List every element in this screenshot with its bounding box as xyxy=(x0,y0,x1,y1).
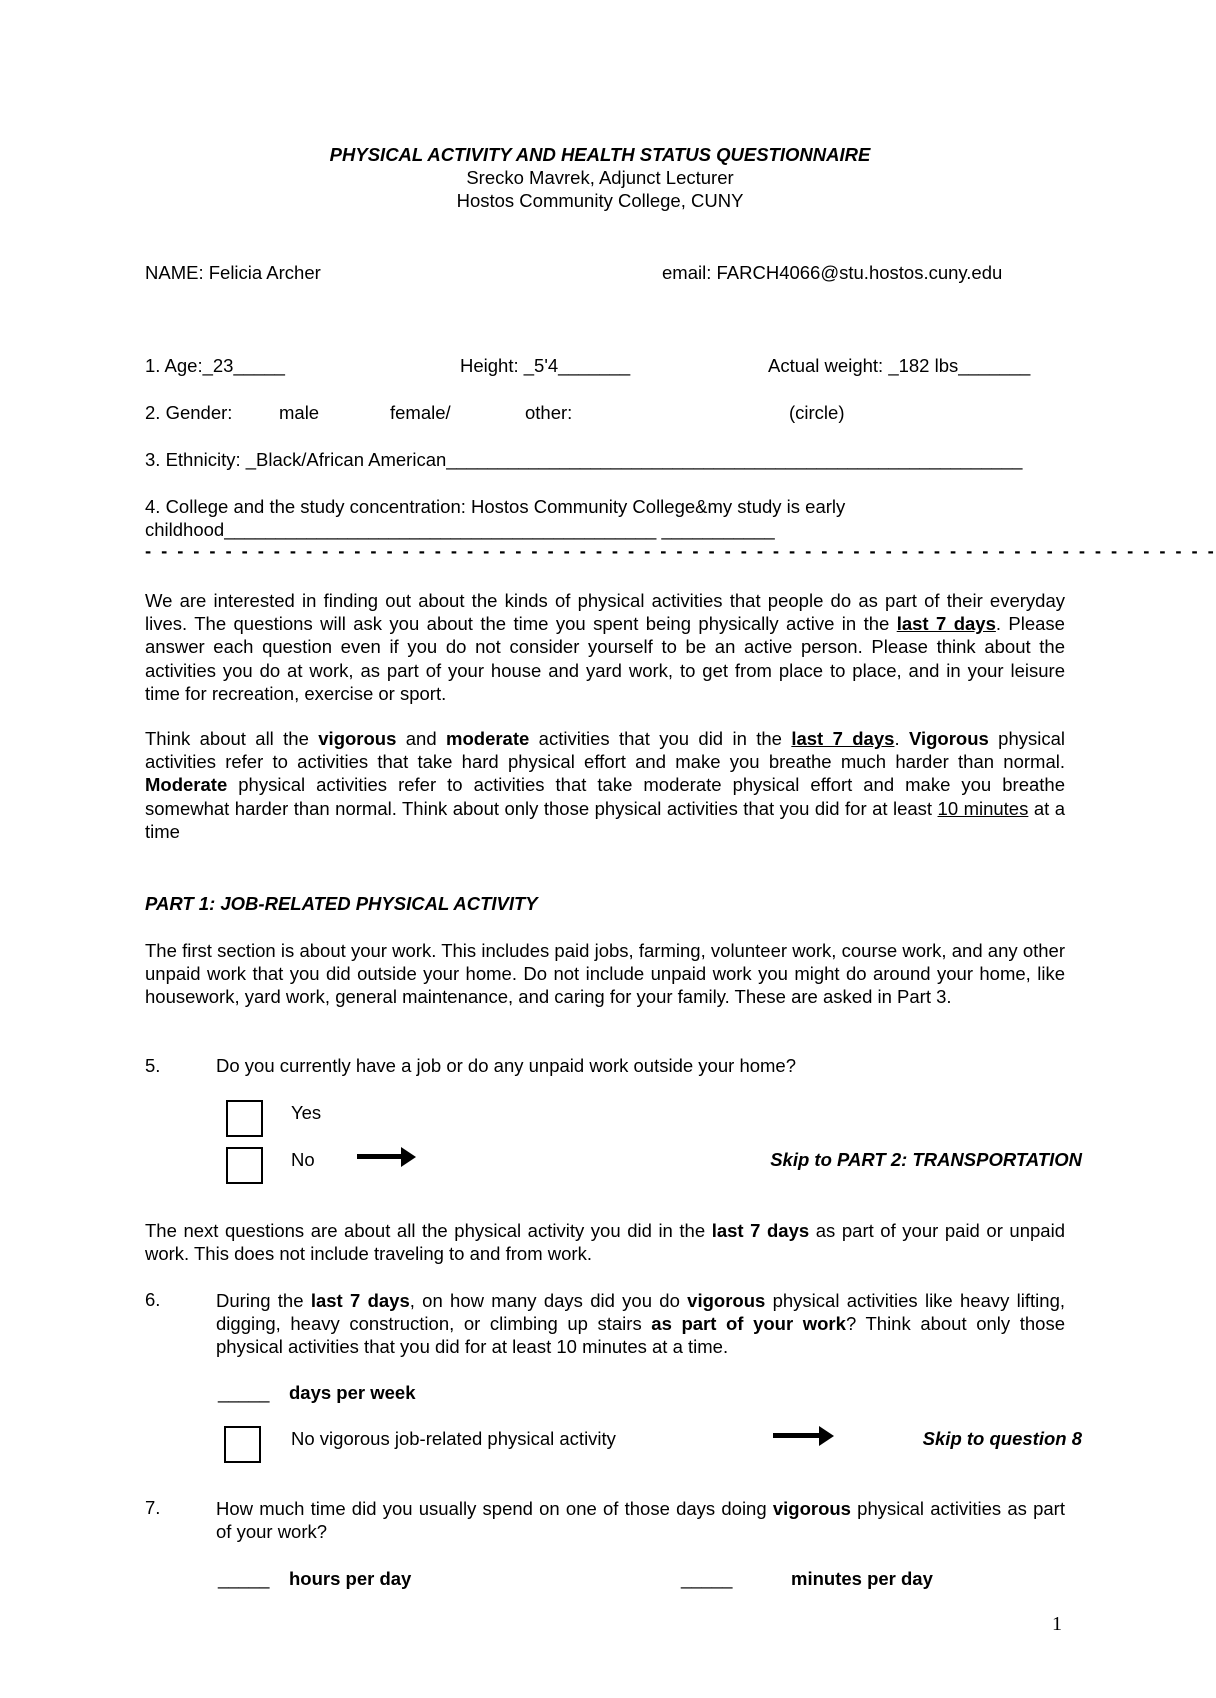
name-field: NAME: Felicia Archer xyxy=(145,262,321,283)
author-line: Srecko Mavrek, Adjunct Lecturer xyxy=(466,167,734,188)
q5-yes-label: Yes xyxy=(291,1102,322,1123)
email-field: email: FARCH4066@stu.hostos.cuny.edu xyxy=(662,262,1003,283)
q6-days-unit: days per week xyxy=(289,1382,416,1403)
q7-number: 7. xyxy=(145,1497,161,1518)
q7-minutes-blank[interactable]: _____ xyxy=(681,1568,733,1589)
gender-hint: (circle) xyxy=(789,402,845,423)
gender-option-male: male xyxy=(279,402,320,423)
ethnicity-field: 3. Ethnicity: _Black/African American________________________________________________________ xyxy=(145,449,1023,470)
q5-skip-instruction: Skip to PART 2: TRANSPORTATION xyxy=(770,1149,1082,1170)
college-field-line1: 4. College and the study concentration: Hostos Community College&my study is early xyxy=(145,496,846,517)
q5-no-label: No xyxy=(291,1149,315,1170)
height-field: Height: _5'4_______ xyxy=(460,355,631,376)
q6-number: 6. xyxy=(145,1289,161,1310)
dashed-divider: - - - - - - - - - - - - - - - - - - - - - - - - - - - - - - - - - - - - - - - - - - - - - - - - - - - - - - - - - - - - - - - - - - - xyxy=(145,540,1216,561)
q6-days-blank[interactable]: _____ xyxy=(218,1382,270,1403)
page-number: 1 xyxy=(1052,1613,1062,1635)
age-field: 1. Age:_23_____ xyxy=(145,355,285,376)
college-field-line2: childhood__________________________________________ ___________ xyxy=(145,519,775,540)
gender-option-other: other: xyxy=(525,402,573,423)
intro-paragraph: We are interested in finding out about the kinds of physical activities that people do as part of their everyday lives. The questions will ask you about the time you spent being physically active in the last 7 days. Please answer each question even if you do not consider yourself to be an active person. Please think about the activities you do at work, as part of your house and yard work, to get from place to place, and in your leisure time for recreation, exercise or sport. xyxy=(145,590,1065,704)
q7-hours-blank[interactable]: _____ xyxy=(218,1568,270,1589)
gender-label: 2. Gender: xyxy=(145,402,233,423)
weight-field: Actual weight: _182 lbs_______ xyxy=(768,355,1031,376)
intro-definitions-paragraph: Think about all the vigorous and moderate activities that you did in the last 7 days. Vigorous physical activities refer to activities that take hard physical effort and make you breathe much harder than normal. Moderate physical activities refer to activities that take moderate physical effort and make you breathe somewhat harder than normal. Think about only those physical activities that you did for at least 10 minutes at a time xyxy=(145,728,1066,842)
document-title: PHYSICAL ACTIVITY AND HEALTH STATUS QUESTIONNAIRE xyxy=(329,144,871,165)
institution-line: Hostos Community College, CUNY xyxy=(456,190,744,211)
q5-question: Do you currently have a job or do any unpaid work outside your home? xyxy=(216,1055,797,1076)
q6-none-checkbox[interactable] xyxy=(224,1426,261,1463)
q5-no-checkbox[interactable] xyxy=(226,1147,263,1184)
q5-number: 5. xyxy=(145,1055,161,1076)
right-arrow-icon xyxy=(773,1429,835,1443)
q6-question: During the last 7 days, on how many days did you do vigorous physical activities like heavy lifting, digging, heavy construction, or climbing up stairs as part of your work? Think about only those physical activities that you did for at least 10 minutes at a time. xyxy=(216,1290,1065,1358)
work-questions-intro: The next questions are about all the physical activity you did in the last 7 days as part of your paid or unpaid work. This does not include traveling to and from work. xyxy=(145,1220,1065,1265)
q7-minutes-unit: minutes per day xyxy=(791,1568,933,1589)
gender-option-female: female/ xyxy=(390,402,451,423)
q5-yes-checkbox[interactable] xyxy=(226,1100,263,1137)
q7-hours-unit: hours per day xyxy=(289,1568,412,1589)
q6-skip-instruction: Skip to question 8 xyxy=(922,1428,1082,1449)
q7-question: How much time did you usually spend on one of those days doing vigorous physical activities as part of your work? xyxy=(216,1498,1065,1543)
part1-heading: PART 1: JOB-RELATED PHYSICAL ACTIVITY xyxy=(145,893,538,914)
q6-none-label: No vigorous job-related physical activity xyxy=(291,1428,616,1449)
right-arrow-icon xyxy=(357,1150,417,1164)
part1-intro-paragraph: The first section is about your work. This includes paid jobs, farming, volunteer work, course work, and any other unpaid work that you did outside your home. Do not include unpaid work you might do around your home, like housework, yard work, general maintenance, and caring for your family. These are asked in Part 3. xyxy=(145,940,1065,1008)
